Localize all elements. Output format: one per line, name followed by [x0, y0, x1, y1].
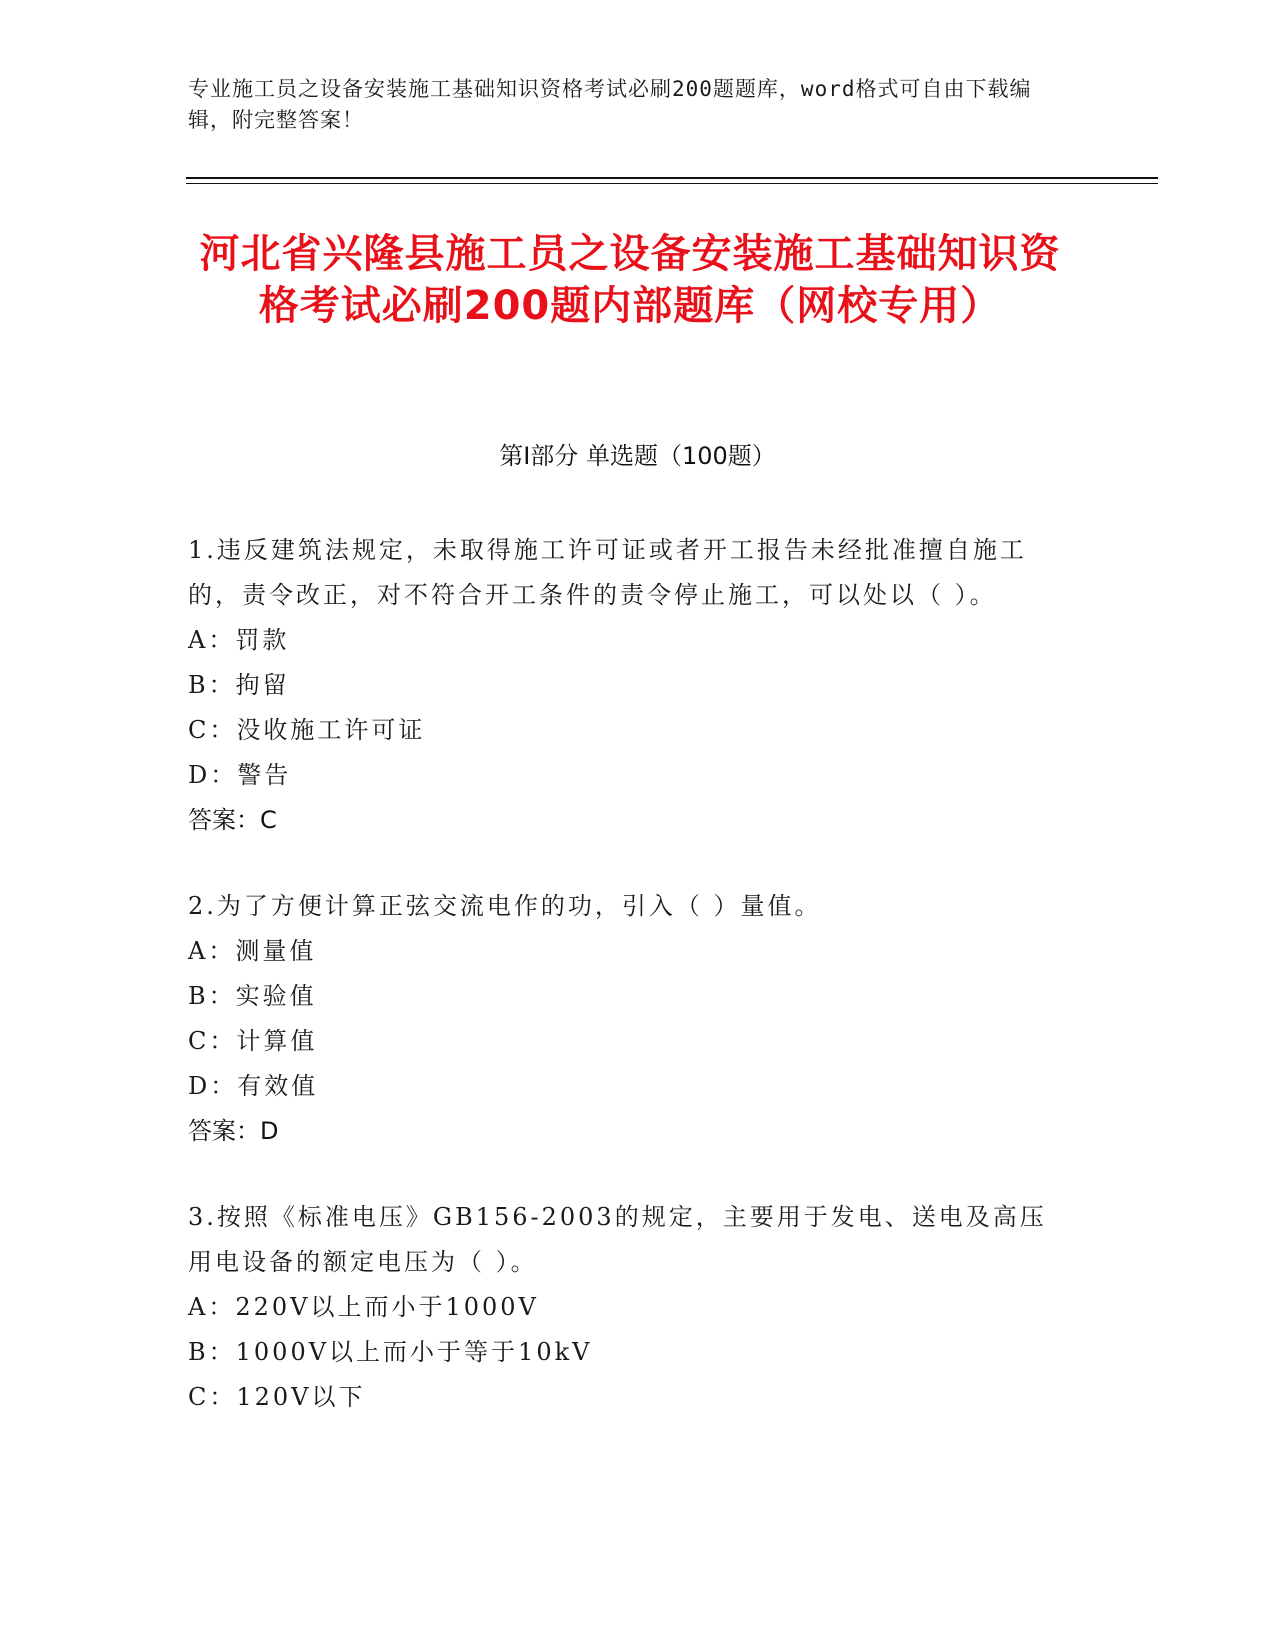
option-a: A：罚款 [188, 626, 290, 654]
question-1 [188, 528, 1068, 843]
question-list [188, 528, 1068, 1461]
header-note: 专业施工员之设备安装施工基础知识资格考试必刷200题题库，word格式可自由下载编辑，附完整答案！ [188, 77, 1032, 132]
header-divider-thin [186, 183, 1158, 184]
option-a: A：220V以上而小于1000V [188, 1293, 539, 1321]
question-2 [188, 884, 1068, 1154]
document-title: 河北省兴隆县施工员之设备安装施工基础知识资格考试必刷200题内部题库（网校专用） [199, 231, 1061, 329]
option-c: C：计算值 [188, 1027, 318, 1055]
option-a: A：测量值 [188, 937, 317, 965]
question-text: 3.按照《标准电压》GB156-2003的规定，主要用于发电、送电及高压用电设备的额定电压为（ ）。 [188, 1203, 1047, 1276]
option-d: D：警告 [188, 761, 292, 789]
question-text: 2.为了方便计算正弦交流电作的功，引入（ ）量值。 [188, 892, 822, 920]
answer-label: 答案：D [188, 1117, 279, 1145]
option-b: B：拘留 [188, 671, 290, 699]
option-d: D：有效值 [188, 1072, 319, 1100]
section-title: 第I部分 单选题（100题） [499, 442, 776, 470]
option-c: C：没收施工许可证 [188, 716, 426, 744]
option-b: B：1000V以上而小于等于10kV [188, 1338, 593, 1366]
question-text: 1.违反建筑法规定，未取得施工许可证或者开工报告未经批准擅自施工的，责令改正，对不符合开工条件的责令停止施工，可以处以（ ）。 [188, 536, 1027, 609]
question-3 [188, 1195, 1068, 1420]
header-divider-thick [186, 177, 1158, 179]
answer-label: 答案：C [188, 806, 277, 834]
option-c: C：120V以下 [188, 1383, 366, 1411]
option-b: B：实验值 [188, 982, 317, 1010]
